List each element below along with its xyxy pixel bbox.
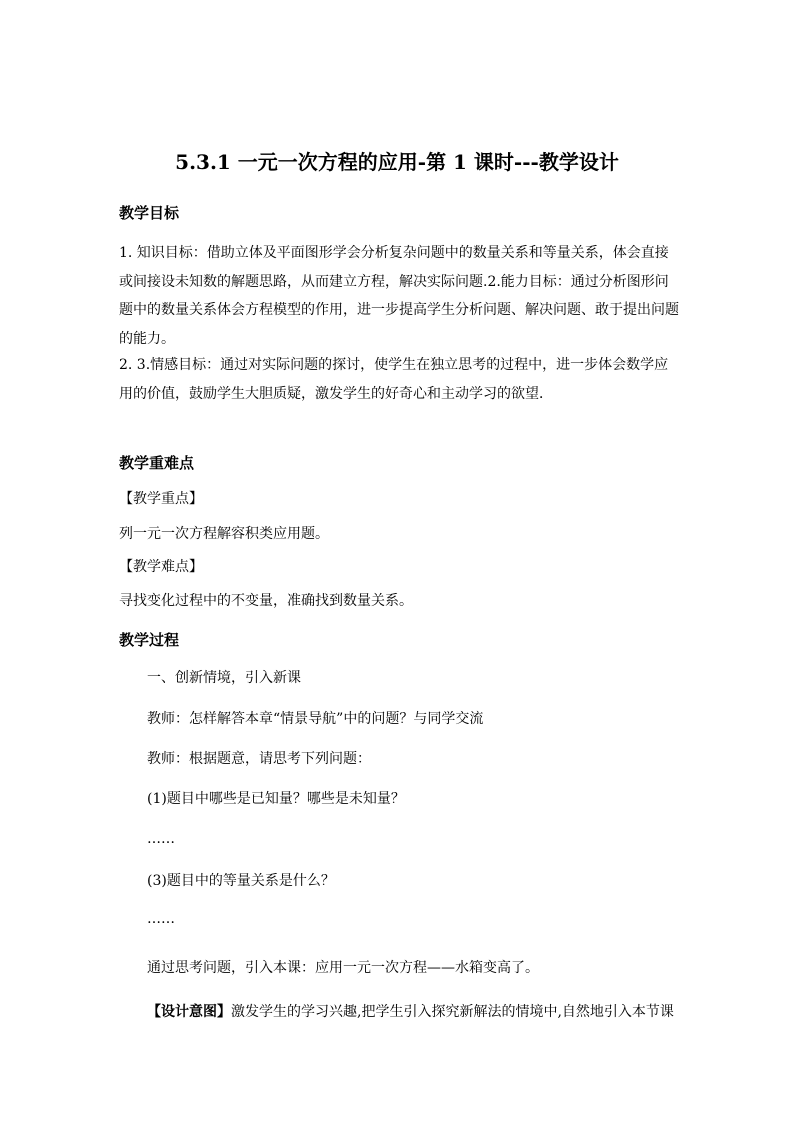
ellipsis-1: …… (147, 831, 175, 847)
teaching-difficulty-text: 寻找变化过程中的不变量，准确找到数量关系。 (119, 593, 413, 609)
heading-teaching-goals: 教学目标 (119, 204, 180, 222)
design-intent-label: 【设计意图】 (147, 1004, 231, 1020)
teacher-line-2: 教师：根据题意，请思考下列问题： (147, 751, 371, 767)
document-title: 5.3.1 一元一次方程的应用-第 1 课时---教学设计 (175, 150, 619, 174)
teaching-focus-text: 列一元一次方程解容积类应用题。 (119, 526, 329, 542)
goal-item-2: 2. 3.情感目标：通过对实际问题的探讨，使学生在独立思考的过程中，进一步体会数学应用的价值，鼓励学生大胆质疑，激发学生的好奇心和主动学习的欲望． (119, 357, 669, 402)
ellipsis-2: …… (147, 911, 175, 927)
process-step-1: 一、创新情境，引入新课 (147, 670, 301, 686)
design-intent-text: 激发学生的学习兴趣,把学生引入探究新解法的情境中,自然地引入本节课 (231, 1004, 674, 1020)
teaching-focus-label: 【教学重点】 (119, 491, 203, 507)
question-1: (1)题目中哪些是已知量？哪些是未知量？ (147, 791, 405, 807)
intro-line: 通过思考问题，引入本课：应用一元一次方程——水箱变高了。 (147, 960, 539, 976)
question-3: (3)题目中的等量关系是什么？ (147, 873, 335, 889)
heading-key-difficult-points: 教学重难点 (119, 454, 195, 472)
heading-teaching-process: 教学过程 (119, 631, 180, 649)
teaching-difficulty-label: 【教学难点】 (119, 559, 203, 575)
teacher-line-1: 教师：怎样解答本章“情景导航”中的问题？与同学交流 (147, 711, 484, 727)
design-intent-line (147, 1001, 687, 1023)
goal-item-1: 1. 知识目标：借助立体及平面图形学会分析复杂问题中的数量关系和等量关系，体会直接或间接设未知数的解题思路，从而建立方程，解决实际问题.2.能力目标：通过分析图形问题中的数量关系体会方程模型的作用，进一步提高学生分析问题、解决问题、敢于提出问题的能力。 (119, 245, 679, 347)
